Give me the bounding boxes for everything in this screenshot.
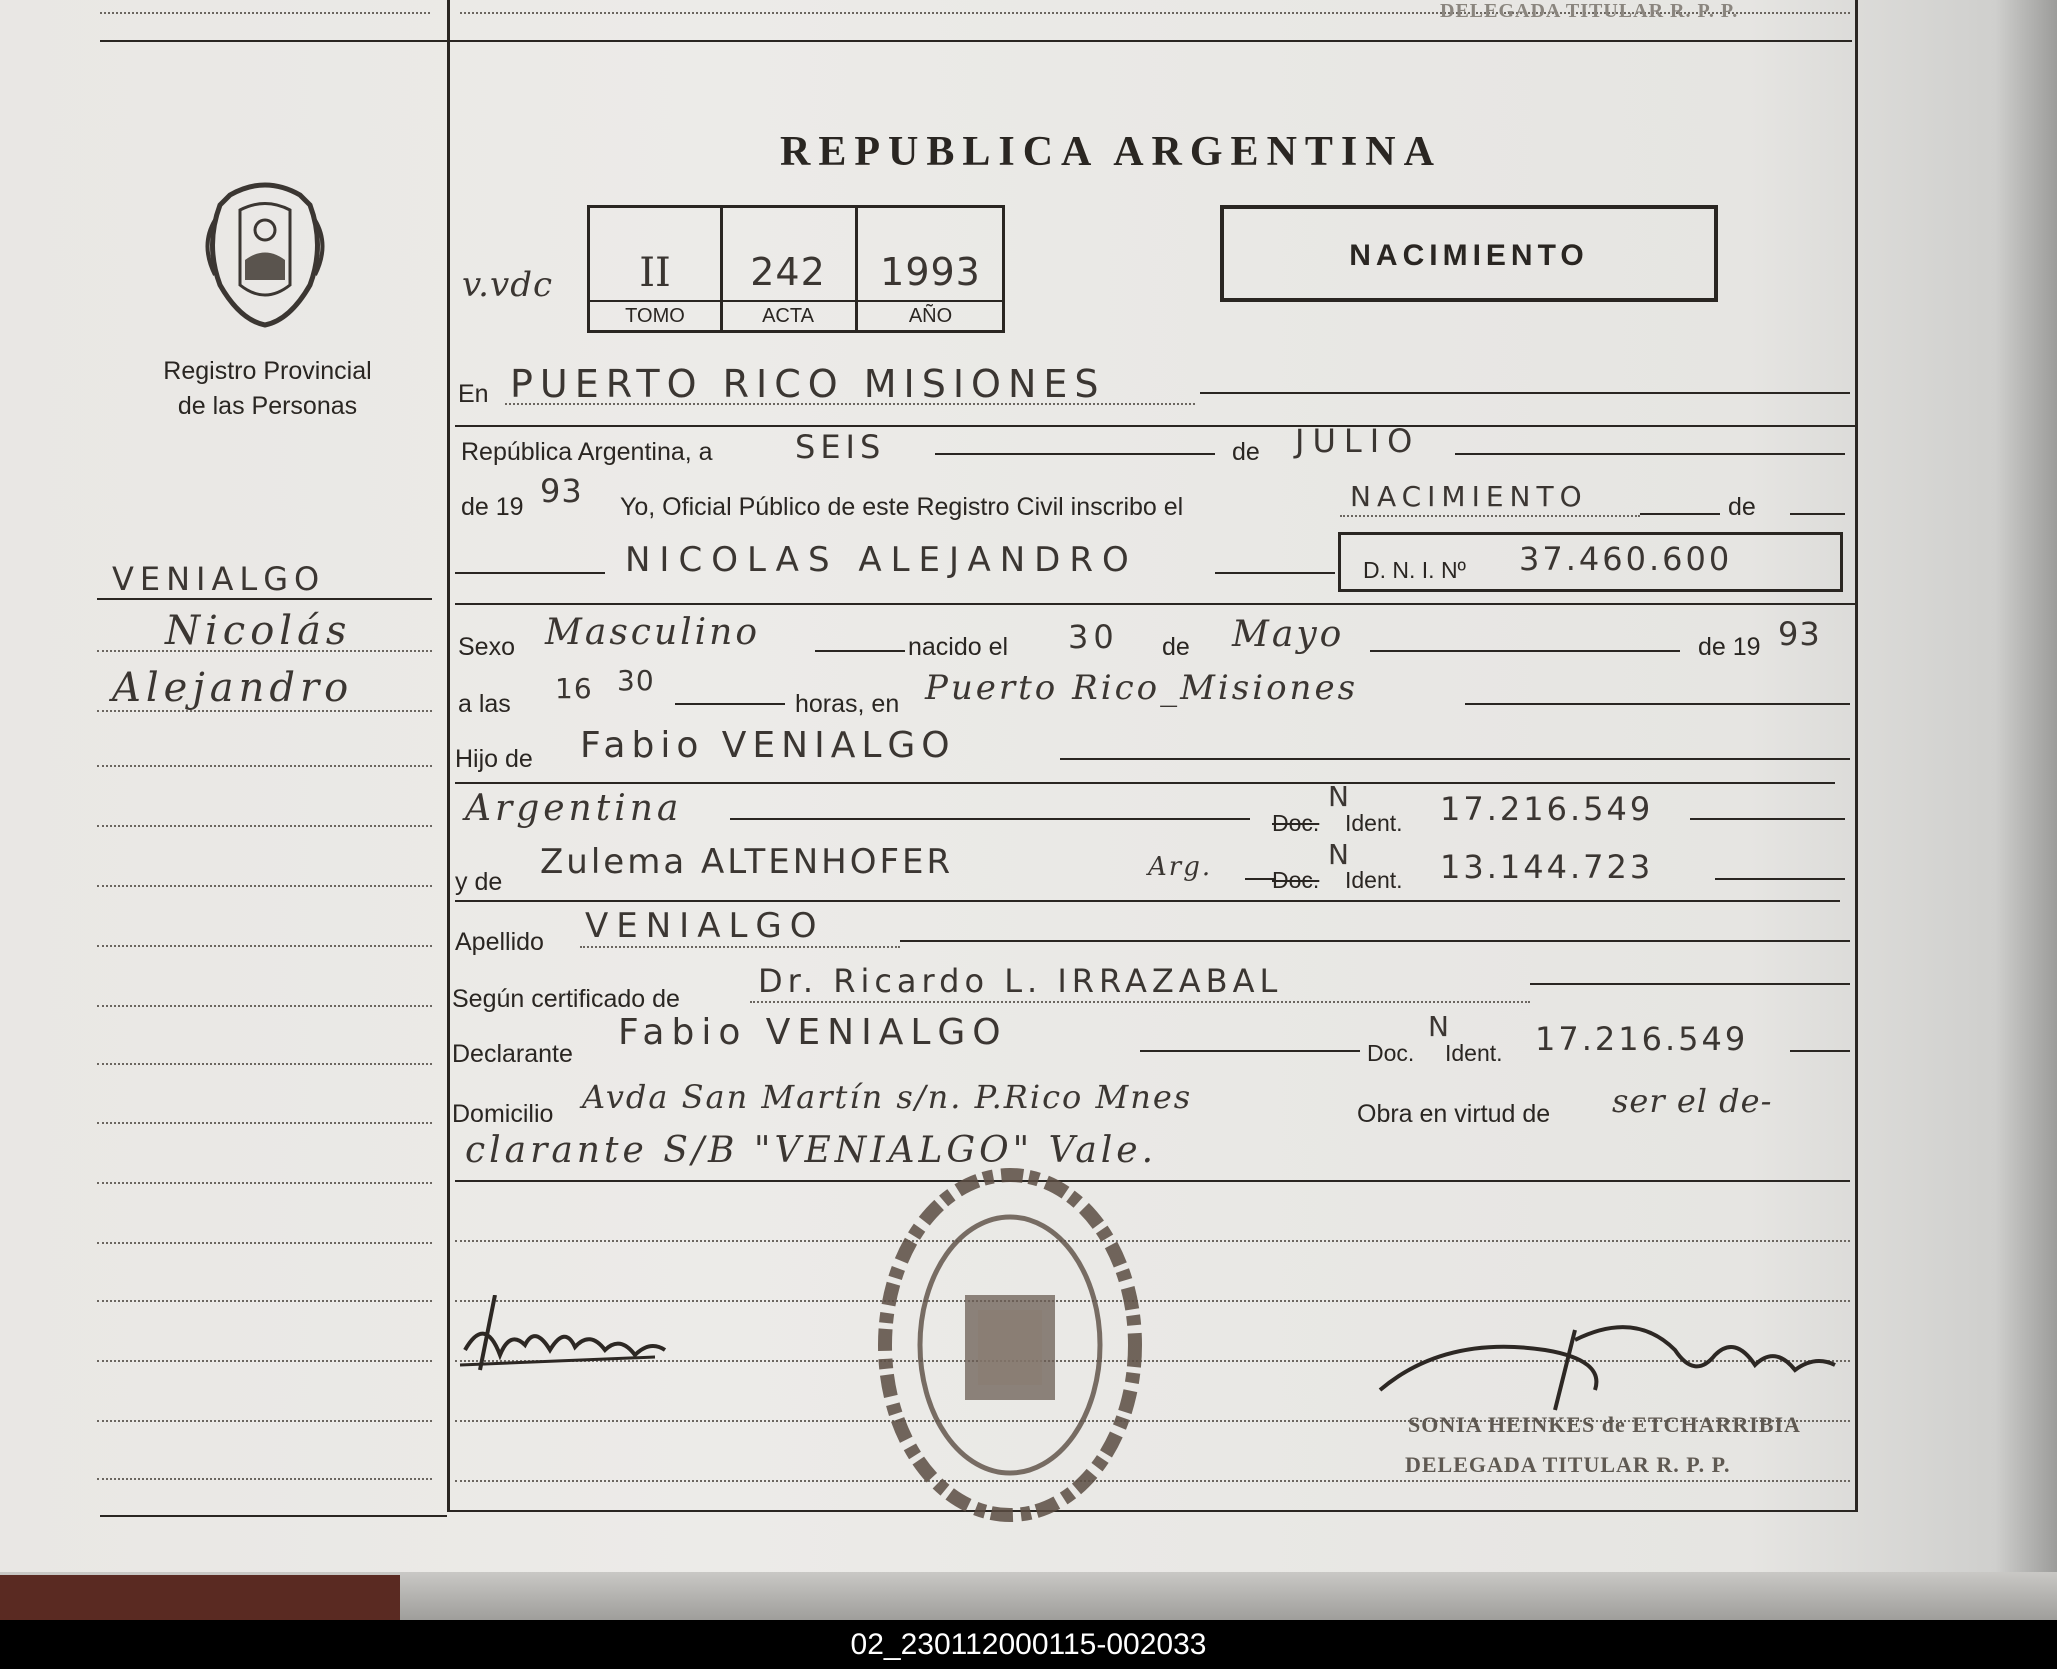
label-ident-father: Ident. <box>1345 810 1403 836</box>
surname: VENIALGO <box>585 906 825 946</box>
mother-doc: 13.144.723 <box>1440 848 1654 886</box>
label-doc-mother: Doc. <box>1272 867 1320 893</box>
year-suffix: 93 <box>540 472 583 510</box>
label-a-las: a las <box>458 690 511 718</box>
coat-of-arms-emblem <box>195 175 335 330</box>
margin-given-2: Alejandro <box>112 665 354 711</box>
registry-line-2: de las Personas <box>177 392 358 420</box>
certificate-type-box <box>1220 205 1718 302</box>
label-en: En <box>458 380 489 408</box>
month-words: JULIO <box>1295 422 1421 460</box>
address: Avda San Martín s/n. P.Rico Mnes <box>582 1078 1193 1116</box>
label-obra: Obra en virtud de <box>1357 1100 1551 1128</box>
book-cover-edge <box>0 1575 400 1620</box>
acta-label: ACTA <box>762 305 814 327</box>
acta-value: 242 <box>750 250 826 294</box>
label-republica: República Argentina, a <box>461 438 713 466</box>
mother: Zulema ALTENHOFER <box>540 842 954 882</box>
official-title: DELEGADA TITULAR R. P. P. <box>1405 1452 1731 1477</box>
label-declarante: Declarante <box>452 1040 573 1068</box>
father-nationality: Argentina <box>465 788 683 829</box>
label-de-birth: de <box>1162 633 1190 661</box>
birth-month: Mayo <box>1232 614 1345 655</box>
image-caption: 02_230112000115-002033 <box>0 1620 2057 1669</box>
reason-continued: clarante S/B "VENIALGO" Vale. <box>465 1130 1158 1171</box>
official-name: SONIA HEINKES de ETCHARRIBIA <box>1408 1412 1801 1437</box>
label-hijo-de: Hijo de <box>455 745 533 773</box>
certificate-type: NACIMIENTO <box>1349 239 1589 272</box>
sex: Masculino <box>545 612 761 653</box>
declarant: Fabio VENIALGO <box>618 1012 1008 1053</box>
label-de-name: de <box>1728 493 1756 521</box>
label-y-de: y de <box>455 868 503 896</box>
official-seal-stamp <box>870 1160 1150 1530</box>
margin-surname: VENIALGO <box>112 560 326 598</box>
registry-line-1: Registro Provincial <box>163 357 372 385</box>
father: Fabio VENIALGO <box>580 725 956 766</box>
label-horas: horas, en <box>795 690 900 718</box>
label-yo: Yo, Oficial Público de este Registro Civil inscribo el <box>620 493 1184 521</box>
label-domicilio: Domicilio <box>452 1100 554 1128</box>
birth-hour: 16 <box>555 672 593 705</box>
dni-box <box>1338 532 1843 592</box>
top-stamp: DELEGADA TITULAR R. P. P. <box>1440 0 1739 22</box>
anio-label: AÑO <box>908 305 953 327</box>
label-sexo: Sexo <box>458 633 515 661</box>
label-doc-father: Doc. <box>1272 810 1320 836</box>
birth-place: Puerto Rico_Misiones <box>925 668 1359 708</box>
certificate-by: Dr. Ricardo L. IRRAZABAL <box>758 962 1283 1000</box>
label-de-19-birth: de 19 <box>1698 633 1761 661</box>
declarant-signature <box>455 1295 675 1385</box>
day-words: SEIS <box>795 428 886 466</box>
label-ident-declarant: Ident. <box>1445 1040 1503 1066</box>
label-dni: D. N. I. Nº <box>1363 557 1466 583</box>
mother-nationality: Arg. <box>1148 852 1213 882</box>
label-segun: Según certificado de <box>452 985 680 1013</box>
declarant-doc: 17.216.549 <box>1535 1020 1749 1058</box>
birth-year-suffix: 93 <box>1778 615 1821 653</box>
tomo-label: TOMO <box>625 305 685 327</box>
label-de-month: de <box>1232 438 1260 466</box>
tomo-value: II <box>639 250 671 296</box>
label-nacido: nacido el <box>908 633 1009 661</box>
child-names: NICOLAS ALEJANDRO <box>625 540 1138 580</box>
label-apellido: Apellido <box>455 928 544 956</box>
father-doc: 17.216.549 <box>1440 790 1654 828</box>
event: NACIMIENTO <box>1350 480 1588 513</box>
record-prefix-note: v.vdc <box>462 265 553 305</box>
n-mark-declarant: N <box>1428 1010 1449 1043</box>
birth-day: 30 <box>1068 618 1119 656</box>
birth-minutes: 30 <box>617 664 655 697</box>
label-ident-mother: Ident. <box>1345 867 1403 893</box>
label-doc-declarant: Doc. <box>1367 1040 1415 1066</box>
place: PUERTO RICO MISIONES <box>510 362 1106 406</box>
n-mark-father: N <box>1328 780 1349 813</box>
n-mark-mother: N <box>1328 838 1349 871</box>
margin-given-1: Nicolás <box>165 608 352 654</box>
label-de-19: de 19 <box>461 493 524 521</box>
page-title: REPUBLICA ARGENTINA <box>780 129 1442 175</box>
reason: ser el de- <box>1612 1082 1773 1120</box>
record-box <box>587 205 1005 333</box>
dni-number: 37.460.600 <box>1519 540 1733 578</box>
anio-value: 1993 <box>880 250 981 294</box>
